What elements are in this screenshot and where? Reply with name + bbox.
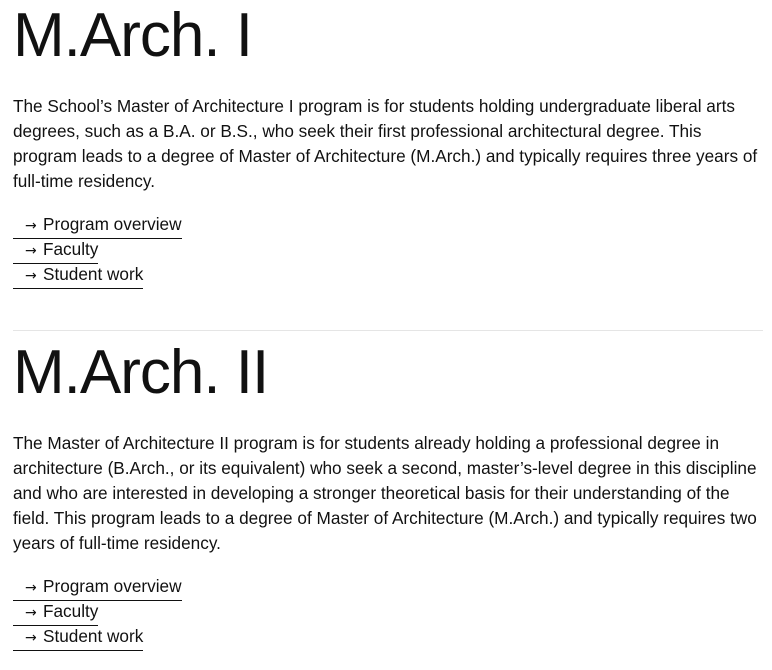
arrow-right-icon: →: [25, 580, 37, 596]
section-divider: [13, 330, 763, 331]
link-item-student-work: [13, 625, 758, 650]
faculty-link[interactable]: [13, 238, 98, 264]
program-section-march-1: [13, 0, 758, 288]
link-label: Program overview: [43, 214, 182, 234]
program-description: The Master of Architecture II program is for students already holding a professional degree in architecture (B.Arch., or its equivalent) who seek a second, master’s-level degree in this discipline and who are interested in developing a stronger theoretical basis for their understanding of the field. This program leads to a degree of Master of Architecture (M.Arch.) and typically requires two years of full-time residency.: [13, 433, 757, 553]
link-label: Student work: [43, 264, 144, 284]
program-overview-link[interactable]: [13, 213, 182, 239]
link-item-program-overview: [13, 213, 758, 238]
link-item-program-overview: [13, 575, 758, 600]
link-item-faculty: [13, 600, 758, 625]
arrow-right-icon: →: [25, 268, 37, 284]
program-overview-link[interactable]: [13, 575, 182, 601]
student-work-link[interactable]: [13, 263, 143, 289]
faculty-link[interactable]: [13, 600, 98, 626]
arrow-right-icon: →: [25, 243, 37, 259]
program-title: M.Arch. II: [13, 338, 269, 407]
link-label: Faculty: [43, 239, 99, 259]
program-links: [13, 575, 758, 650]
program-section-march-2: [13, 337, 758, 650]
program-links: [13, 213, 758, 288]
link-item-faculty: [13, 238, 758, 263]
link-label: Faculty: [43, 601, 99, 621]
link-label: Student work: [43, 626, 144, 646]
program-title: M.Arch. I: [13, 1, 253, 70]
student-work-link[interactable]: [13, 625, 143, 651]
program-description: The School’s Master of Architecture I program is for students holding undergraduate liberal arts degrees, such as a B.A. or B.S., who seek their first professional architectural degree. This program leads to a degree of Master of Architecture (M.Arch.) and typically requires three years of full-time residency.: [13, 96, 758, 191]
link-label: Program overview: [43, 576, 182, 596]
link-item-student-work: [13, 263, 758, 288]
arrow-right-icon: →: [25, 630, 37, 646]
arrow-right-icon: →: [25, 605, 37, 621]
arrow-right-icon: →: [25, 218, 37, 234]
